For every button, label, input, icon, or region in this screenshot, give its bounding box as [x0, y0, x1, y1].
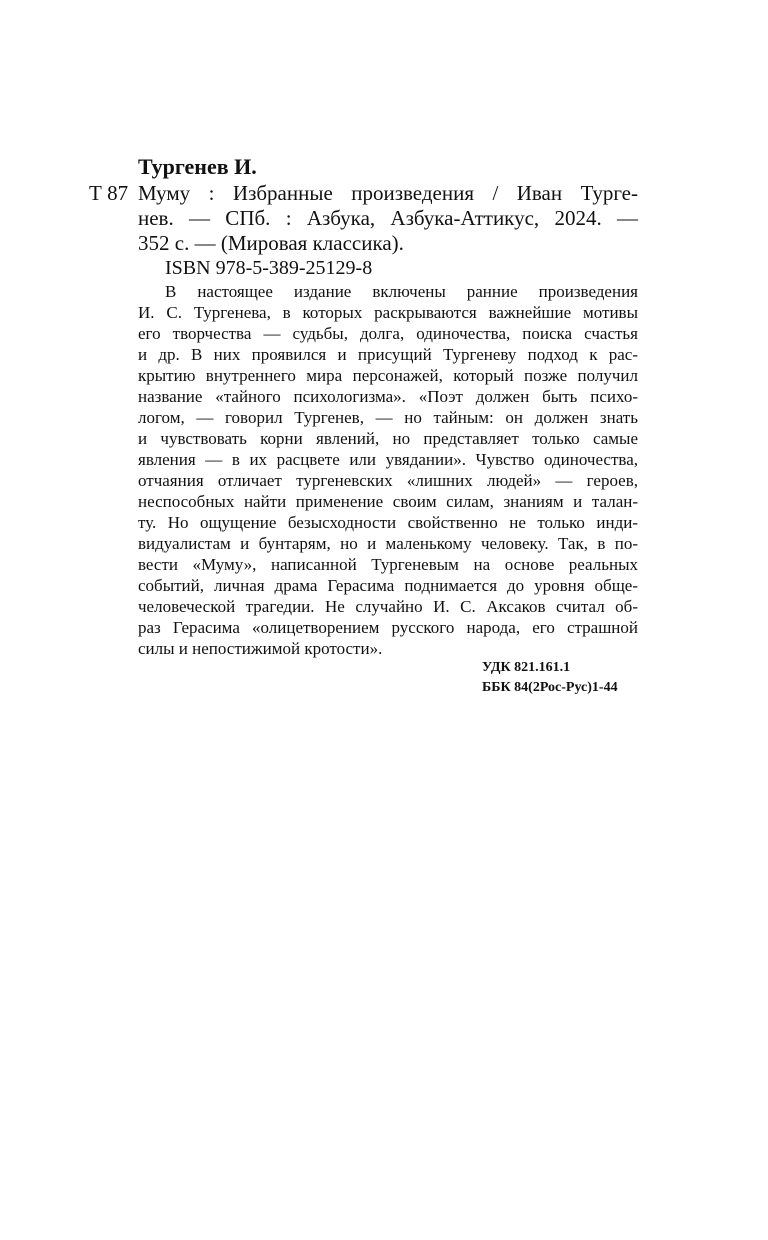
annotation-line: В настоящее издание включены ранние произведения [165, 282, 638, 301]
annotation-line: событий, личная драма Герасима поднимается до уровня обще- [138, 576, 638, 595]
author-name: Тургенев И. [138, 154, 257, 179]
title-line: Муму : Избранные произведения / Иван Турге- [138, 181, 638, 205]
title-line: нев. — СПб. : Азбука, Азбука-Аттикус, 2024. — [138, 206, 638, 230]
annotation-line: отчаяния отличает тургеневских «лишних людей» — героев, [138, 471, 638, 490]
annotation-line: видуалистам и бунтарям, но и маленькому человеку. Так, в по- [138, 534, 638, 553]
annotation-line: логом, — говорил Тургенев, — но тайным: он должен знать [138, 408, 638, 427]
udk-index: УДК 821.161.1 [482, 660, 571, 675]
annotation-line: неспособных найти применение своим силам, знаниям и талан- [138, 492, 638, 511]
annotation-line: и др. В них проявился и присущий Тургеневу подход к рас- [138, 345, 638, 364]
annotation-line: крытию внутреннего мира персонажей, который позже получил [138, 366, 638, 385]
annotation-line: раз Герасима «олицетворением русского народа, его страшной [138, 618, 638, 637]
author-sign-code: Т 87 [89, 181, 129, 205]
annotation-line: человеческой трагедии. Не случайно И. С. Аксаков считал об- [138, 597, 638, 616]
annotation-line: силы и непостижимой кротости». [138, 639, 383, 658]
isbn: ISBN 978-5-389-25129-8 [165, 257, 373, 279]
bbk-index: ББК 84(2Рос-Рус)1-44 [482, 680, 618, 695]
annotation-line: ту. Но ощущение безысходности свойственно не только инди- [138, 513, 638, 532]
annotation-line: явления — в их расцвете или увядании». Чувство одиночества, [138, 450, 638, 469]
annotation-line: и чувствовать корни явлений, но представляет только самые [138, 429, 638, 448]
annotation-line: вести «Муму», написанной Тургеневым на основе реальных [138, 555, 638, 574]
title-line: 352 с. — (Мировая классика). [138, 231, 404, 255]
annotation-line: его творчества — судьбы, долга, одиночества, поиска счастья [138, 324, 638, 343]
annotation-line: название «тайного психологизма». «Поэт должен быть психо- [138, 387, 638, 406]
annotation-line: И. С. Тургенева, в которых раскрываются важнейшие мотивы [138, 303, 638, 322]
